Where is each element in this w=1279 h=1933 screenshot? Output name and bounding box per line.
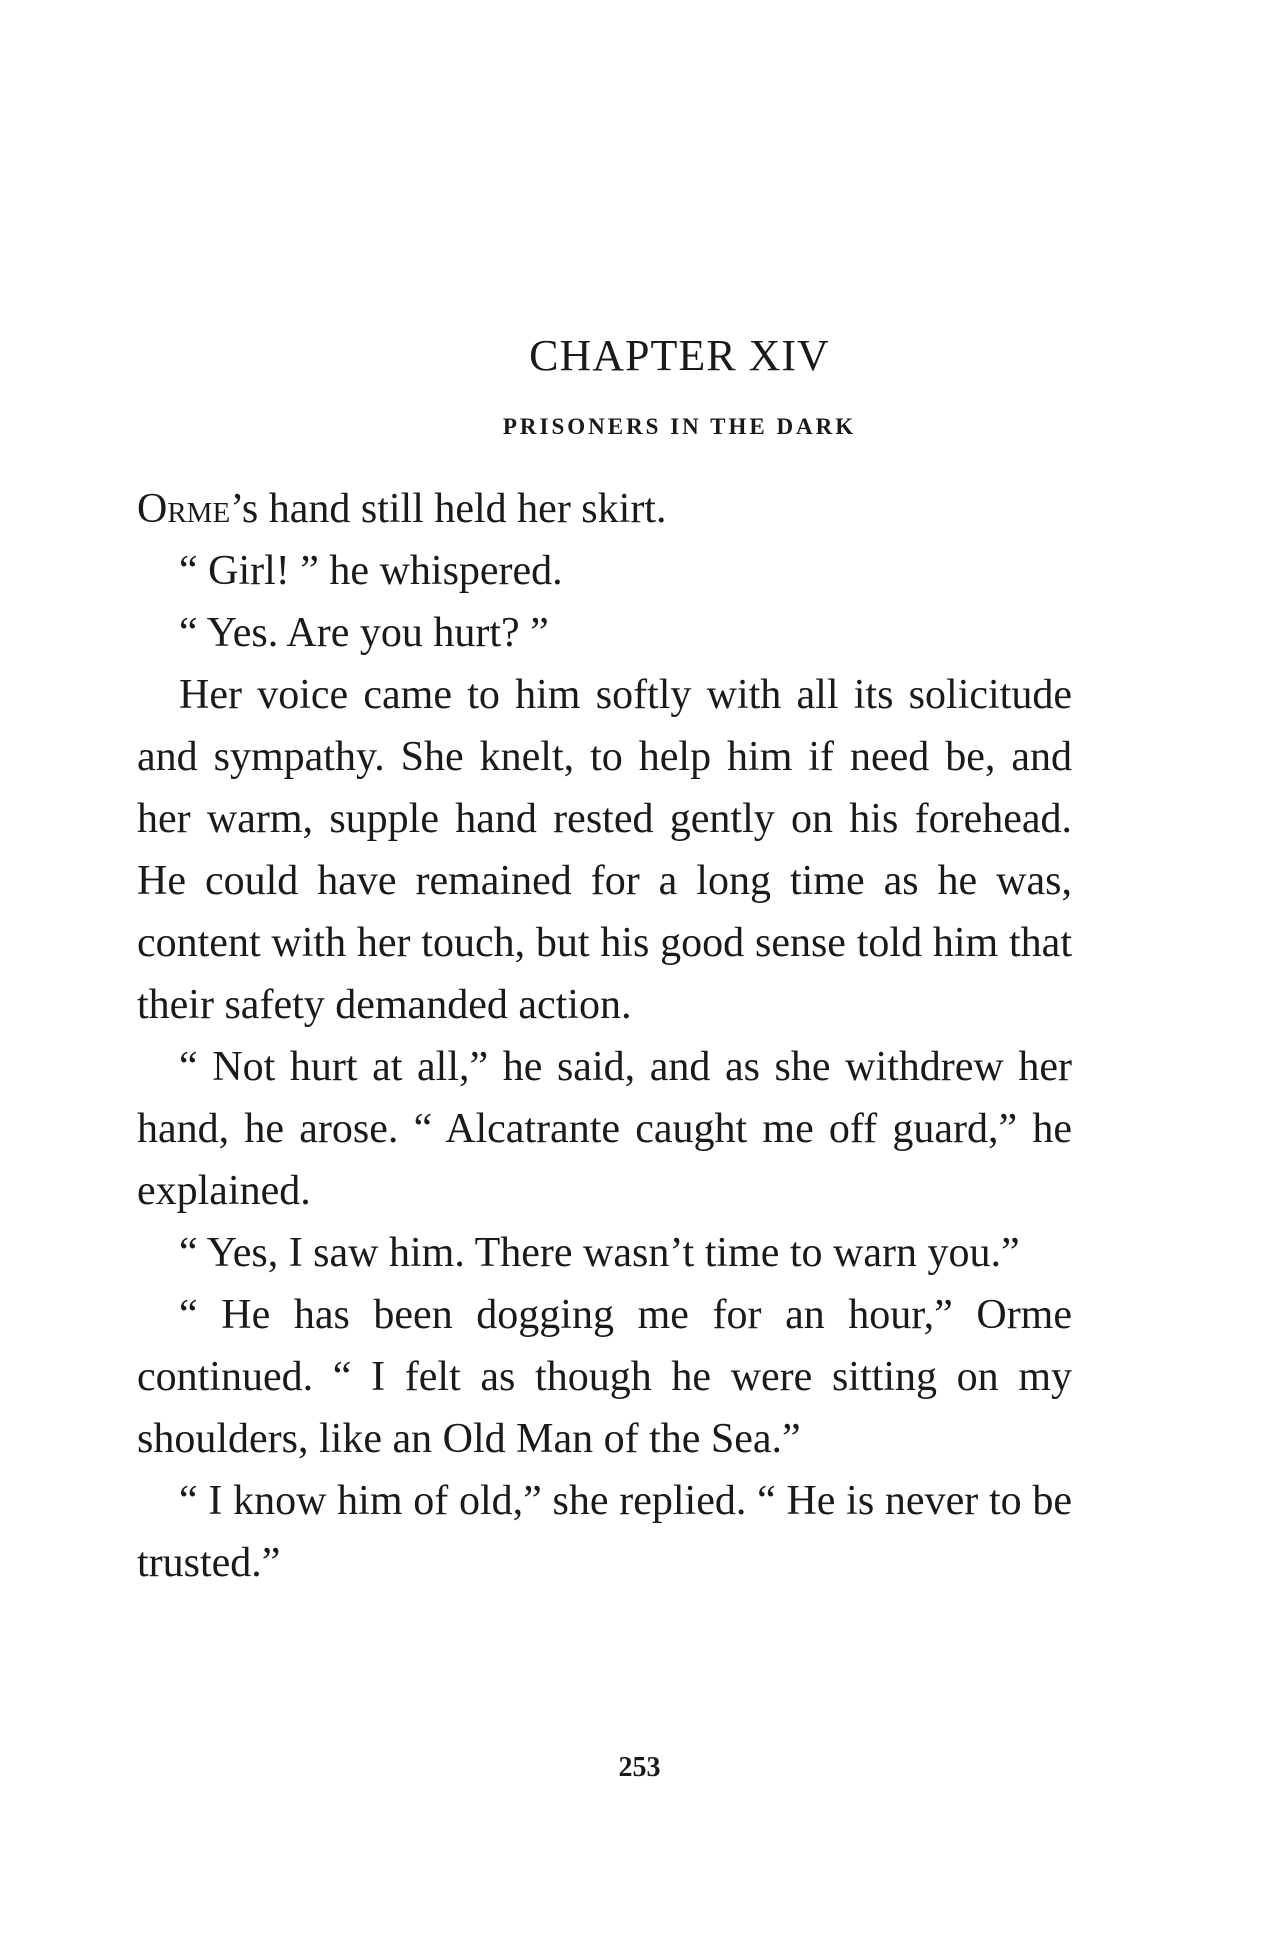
- page-number: 253: [618, 1752, 661, 1783]
- chapter-title: CHAPTER XIV: [529, 331, 830, 380]
- chapter-subtitle: PRISONERS IN THE DARK: [502, 414, 857, 439]
- paragraph-3: “ Yes. Are you hurt? ”: [179, 610, 549, 656]
- paragraph-4: Her voice came to him softly with all its solicitude and sympathy. She knelt, to help him if need be, and her warm, supple hand rested gently on his forehead. He could have remained for a long time as he was, content with her touch, but his good sense told him that their safety demanded action.: [137, 672, 1072, 1028]
- paragraph-8: “ I know him of old,” she replied. “ He is never to be trusted.”: [137, 1478, 1072, 1586]
- paragraph-1: [137, 478, 1072, 540]
- paragraph-text: ’s hand still held her skirt.: [230, 486, 667, 532]
- paragraph-5: “ Not hurt at all,” he said, and as she withdrew her hand, he arose. “ Alcatrante caught me off guard,” he explained.: [137, 1044, 1072, 1214]
- paragraph-lead-word: Orme: [137, 486, 231, 532]
- chapter-body: [137, 478, 1072, 1594]
- paragraph-7: “ He has been dogging me for an hour,” Orme continued. “ I felt as though he were sitting on my shoulders, like an Old Man of the Sea.”: [137, 1292, 1072, 1462]
- paragraph-2: “ Girl! ” he whispered.: [179, 548, 563, 594]
- paragraph-6: “ Yes, I saw him. There wasn’t time to warn you.”: [179, 1230, 1020, 1276]
